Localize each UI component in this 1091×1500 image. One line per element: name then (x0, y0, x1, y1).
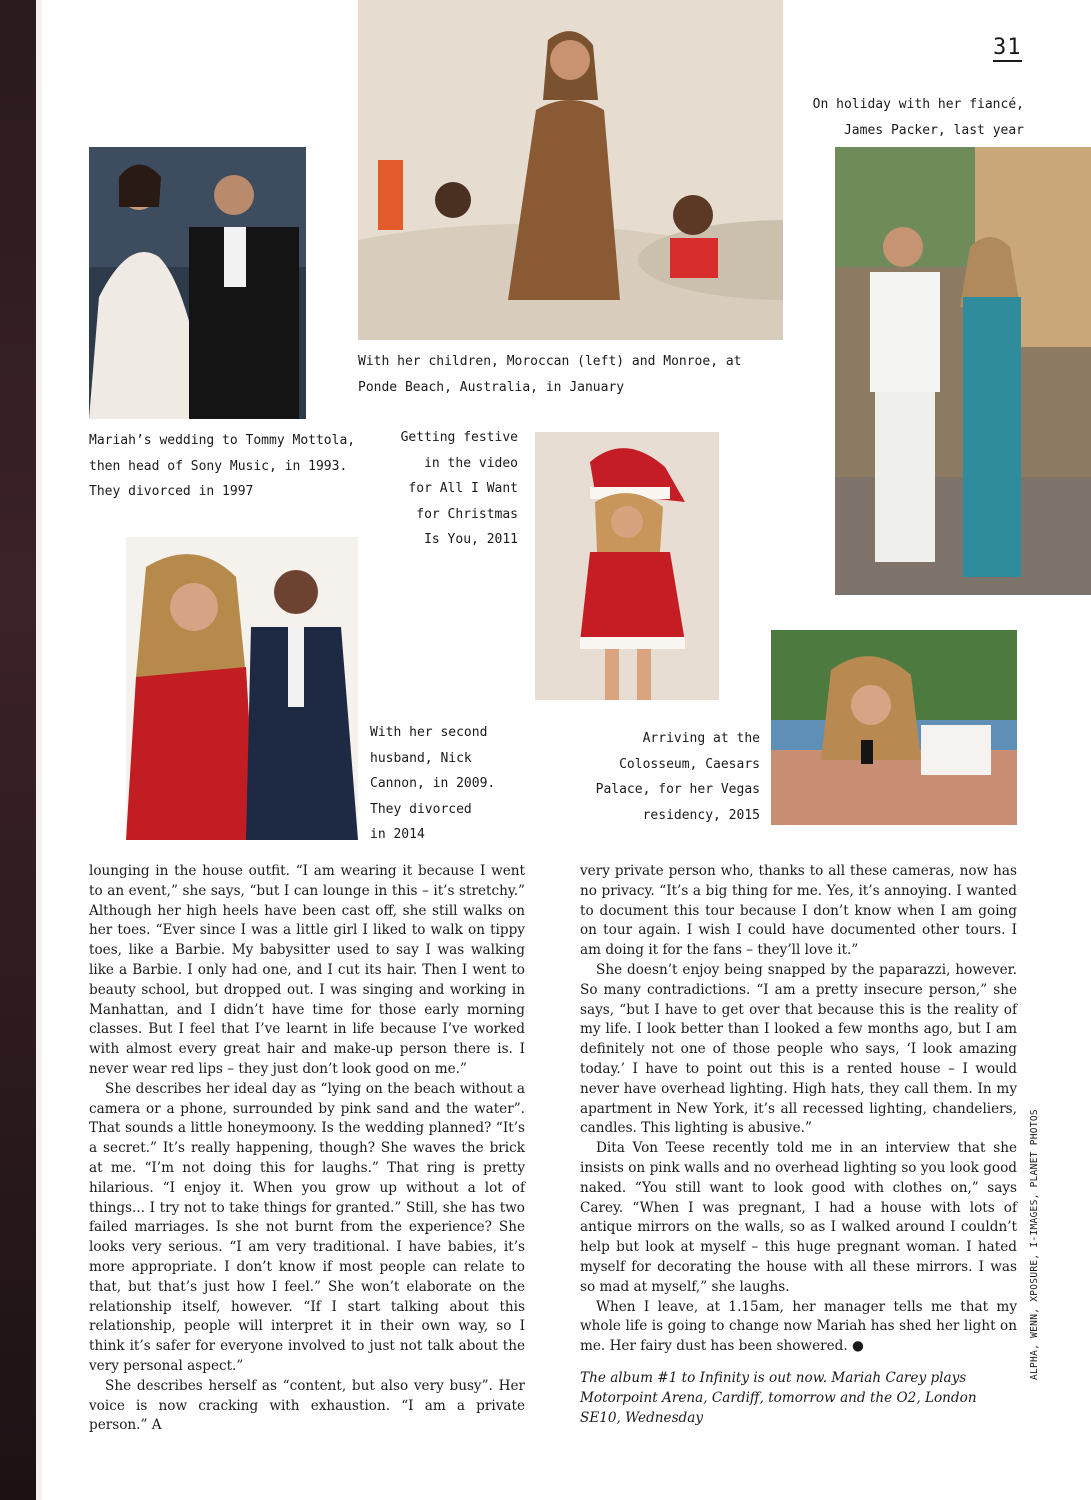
cannon-photo (126, 537, 358, 840)
christmas-photo (535, 432, 719, 700)
paragraph: very private person who, thanks to all these cameras, now has no privacy. “It’s a big thing for me. Yes, it’s annoying. I wanted to document this tour because I don’t know when I am going on tour again. I wish I could have documented other tours. I am doing it for the fans – they’ll love it.” (580, 863, 1017, 959)
wedding-photo (89, 147, 306, 419)
paragraph: When I leave, at 1.15am, her manager tells me that my whole life is going to change now Mariah has shed her light on me. Her fairy dust has been showered. ● (580, 1298, 1017, 1355)
paragraph: Dita Von Teese recently told me in an interview that she insists on pink walls and no overhead lighting so you look good naked. “You still want to look good with clothes on,” says Carey. “When I was pregnant, I had a house with lots of antique mirrors on the walls, so as I walked around I couldn’t help but look at myself – this huge pregnant woman. I hated myself for decorating the house with all these mirrors. I was so mad at myself,” she laughs. (580, 1140, 1017, 1295)
vegas-photo (771, 630, 1017, 825)
beach-photo (358, 0, 783, 340)
paragraph: She doesn’t enjoy being snapped by the paparazzi, however. So many contradictions. “I am a pretty insecure person,” she says, “but I have to get over that because this is the reality of my life. I look better than I looked a few months ago, but I am definitely not one of those people who says, ‘I look amazing today.’ I have to point out this is a rented house – I would never have overhead lighting. High hats, they call them. In my apartment in New York, it’s all recessed lighting, chandeliers, candles. This lighting is abusive.” (580, 961, 1017, 1137)
holiday-photo (835, 147, 1091, 595)
caption-beach: With her children, Moroccan (left) and Monroe, at Ponde Beach, Australia, in January (358, 354, 742, 395)
caption-wedding: Mariah’s wedding to Tommy Mottola, then head of Sony Music, in 1993. They divorced in 1997 (89, 433, 356, 499)
caption-holiday: On holiday with her fiancé, James Packer, last year (812, 97, 1024, 138)
background-edge (0, 0, 36, 1500)
caption-cannon: With her second husband, Nick Cannon, in 2009. They divorced in 2014 (370, 725, 496, 842)
paragraph: She describes herself as “content, but also very busy”. Her voice is now cracking with exhaustion. “I am a private person.” A (89, 1377, 525, 1434)
caption-christmas: Getting festive in the video for All I Want for Christmas Is You, 2011 (400, 430, 518, 547)
paragraph: She describes her ideal day as “lying on the beach without a camera or a phone, surrounded by pink sand and the water”. That sounds a little honeymoony. Is the wedding planned? “It’s a secret.” It’s really happening, though? She waves the brick at me. “I’m not doing this for laughs.” That ring is pretty hilarious. “I enjoy it. When you grow up without a lot of things... I try not to take things for granted.” Still, she has two failed marriages. Is she not burnt from the experience? She looks very serious. “I am very traditional. I have babies, it’s more appropriate. I don’t know if most people can relate to that, but that’s just how I feel.” She won’t elaborate on the relationship itself, however. “If I start talking about this relationship, people will interpret it in their own way, so I think it’s safer for everyone involved to just not talk about the very personal aspect.” (89, 1080, 525, 1374)
article-column-left (89, 862, 525, 1436)
page-number: 31 (993, 35, 1022, 60)
caption-vegas: Arriving at the Colosseum, Caesars Palace, for her Vegas residency, 2015 (595, 731, 760, 823)
paragraph: lounging in the house outfit. “I am wearing it because I went to an event,” she says, “but I can lounge in this – it’s stretchy.” Although her high heels have been cast off, she still walks on her toes. “Ever since I was a little girl I liked to walk on tippy toes, like a Barbie. My babysitter used to say I was walking like a Barbie. I only had one, and I cut its hair. Then I went to beauty school, but dropped out. I was singing and working in Manhattan, and I didn’t have time for those early morning classes. But I feel that I’ve learnt in life because I’ve worked with almost every great hair and make-up person there is. I never wear red lips – they just don’t look good on me.” (89, 863, 525, 1077)
album-note: The album #1 to Infinity is out now. Mariah Carey plays Motorpoint Arena, Cardiff, tomorrow and the O2, London SE10, Wednesday (580, 1369, 977, 1426)
photo-credit: ALPHA, WENN, XPOSURE, I-IMAGES, PLANET PHOTOS (1029, 1109, 1040, 1380)
page-gutter (36, 0, 42, 1500)
article-column-right (580, 862, 1017, 1428)
